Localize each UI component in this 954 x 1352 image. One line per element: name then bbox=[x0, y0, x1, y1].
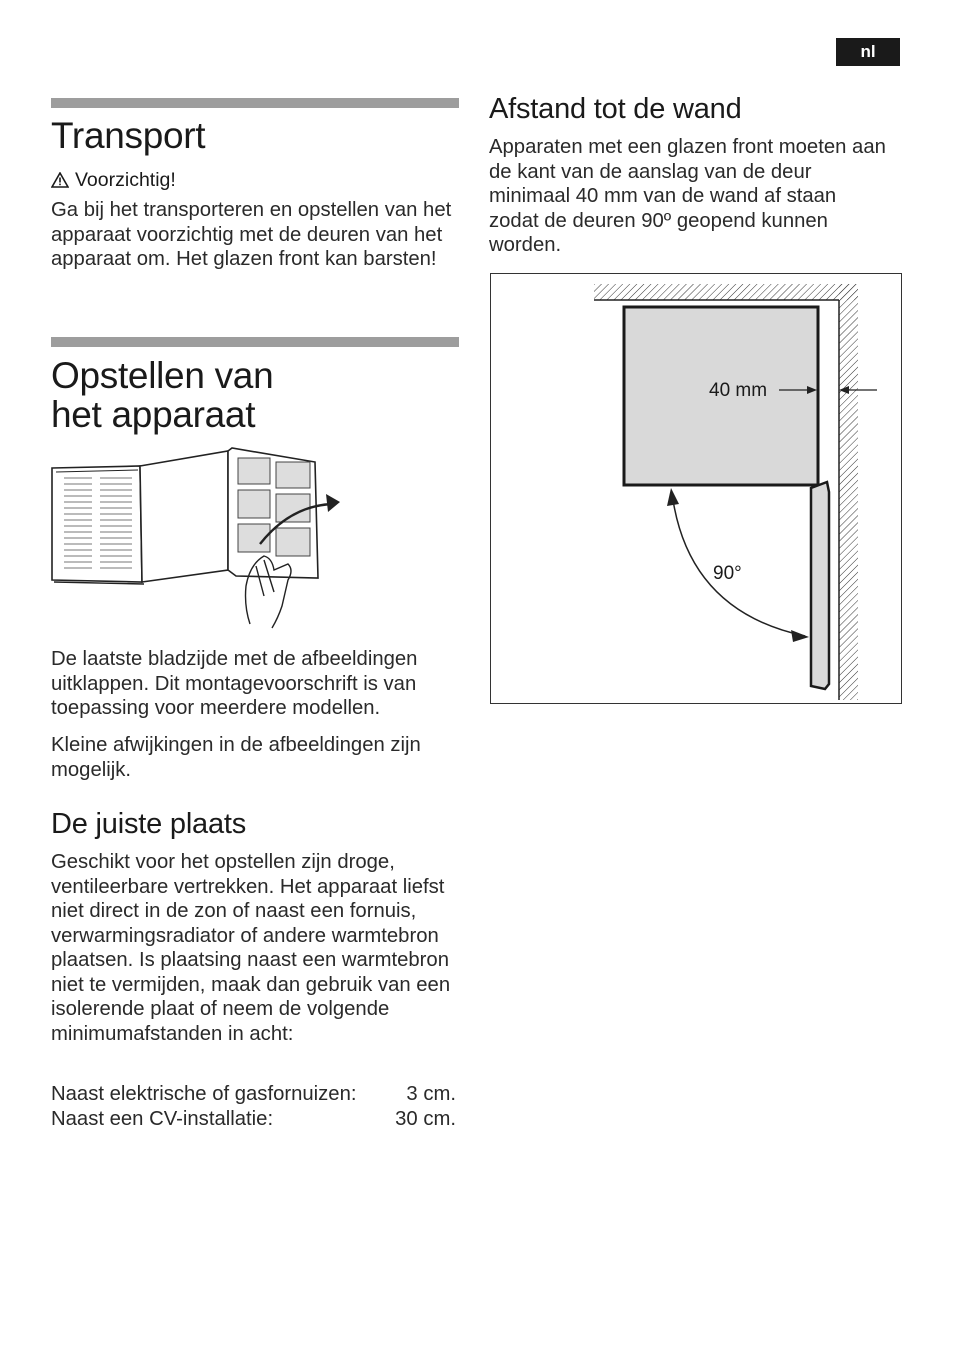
install-para-2: Kleine afwijkingen in de afbeeldingen zijn mogelijk. bbox=[51, 734, 421, 781]
warning-line bbox=[51, 168, 176, 192]
install-heading-line2: het apparaat bbox=[51, 394, 256, 435]
distance-label: Naast een CV-installatie: bbox=[51, 1107, 274, 1130]
distance-row bbox=[51, 1107, 456, 1132]
warning-triangle-icon bbox=[51, 172, 69, 188]
angle-label: 90° bbox=[713, 563, 742, 584]
location-heading: De juiste plaats bbox=[51, 808, 247, 840]
distance-label: Naast elektrische of gasfornuizen: bbox=[51, 1083, 357, 1105]
wall-distance-text: Apparaten met een glazen front moeten aan de kant van de aanslag van de deur minimaal 40 mm van de wand af staan zodat de deuren 90º geopend kunnen worden. bbox=[489, 136, 886, 256]
location-text: Geschikt voor het opstellen zijn droge, ventileerbare vertrekken. Het apparaat liefst niet direct in de zon of naast een fornuis, verwarmingsradiator of andere warmtebron plaatsen. Is plaatsing naast een warmtebron niet te vermijden, maak dan gebruik van een isolerende plaat of neem de volgende minimumafstanden in acht: bbox=[51, 851, 451, 1045]
language-tab: nl bbox=[836, 38, 900, 66]
distance-value: 3 cm. bbox=[406, 1083, 456, 1105]
transport-text: Ga bij het transporteren en opstellen van het apparaat voorzichtig met de deuren van het apparaat om. Het glazen front kan barsten! bbox=[51, 199, 452, 270]
section-divider bbox=[51, 98, 459, 108]
distance-row bbox=[51, 1082, 456, 1107]
distance-label: 40 mm bbox=[709, 380, 768, 401]
install-heading-line1: Opstellen van bbox=[51, 355, 274, 396]
warning-label: Voorzichtig! bbox=[75, 169, 176, 191]
distance-value: 30 cm. bbox=[395, 1107, 456, 1130]
transport-heading: Transport bbox=[51, 115, 206, 156]
install-heading bbox=[51, 356, 273, 434]
wall-distance-drawing bbox=[491, 274, 901, 703]
distance-list bbox=[51, 1082, 456, 1131]
wall-distance-diagram bbox=[490, 273, 902, 704]
wall-distance-heading: Afstand tot de wand bbox=[489, 93, 742, 125]
install-para-1: De laatste bladzijde met de afbeeldingen uitklappen. Dit montagevoorschrift is van toepassing voor meerdere modellen. bbox=[51, 648, 418, 719]
booklet-unfold-illustration bbox=[50, 446, 350, 631]
section-divider bbox=[51, 337, 459, 347]
